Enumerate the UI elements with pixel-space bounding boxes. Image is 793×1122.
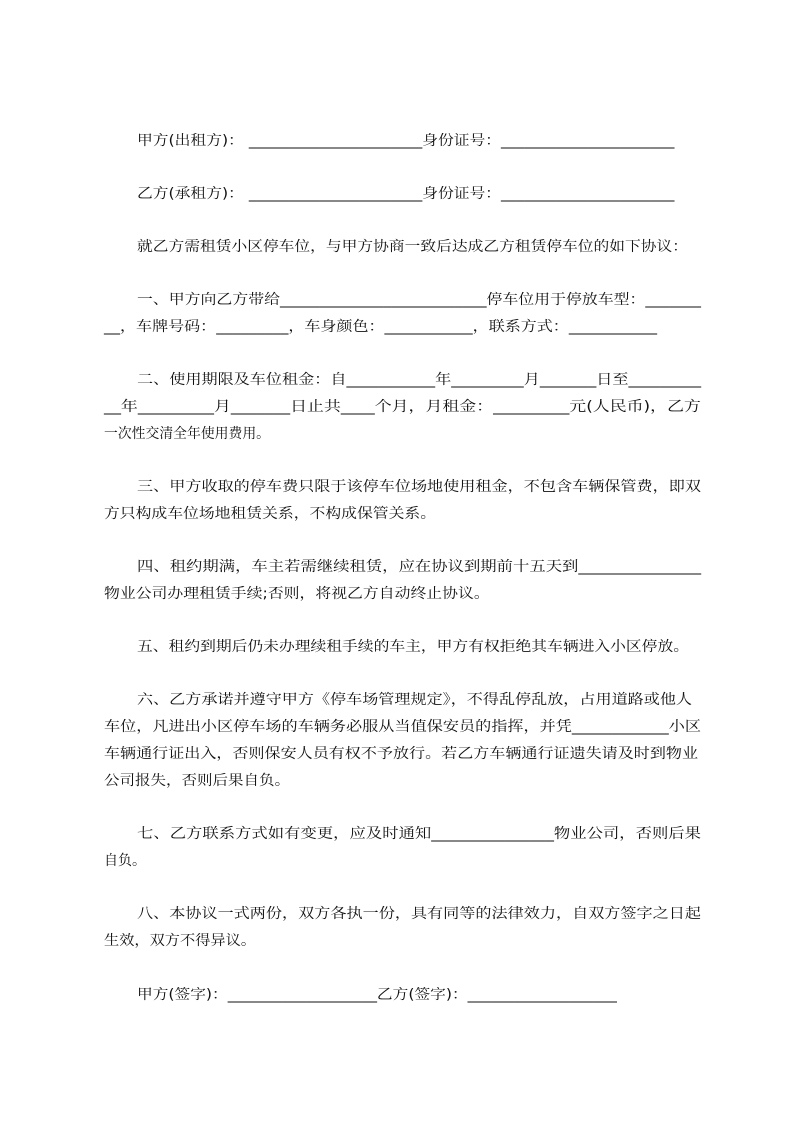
clause-7-line-1: 七、乙方联系方式如有变更，应及时通知_______________物业公司，否则后果 [137,826,701,842]
clause-3-line-2: 方只构成车位场地租赁关系，不构成保管关系。 [104,506,436,522]
clause-6-line-3: 车辆通行证出入，否则保安人员有权不予放行。若乙方车辆通行证遗失请及时到物业 [104,746,698,762]
clause-1-line-1: 一、甲方向乙方带给__________________________停车位用于停放车型：_______ [137,292,701,308]
lessee-line: 乙方(承租方)： ______________________身份证号：______________________ [137,186,675,202]
clause-6-line-1: 六、乙方承诺并遵守甲方《停车场管理规定》，不得乱停乱放，占用道路或他人 [137,692,692,708]
clause-2-line-3: 一次性交清全年使用费用。 [104,426,270,442]
lessor-line: 甲方(出租方)： ______________________身份证号：______________________ [137,133,675,149]
clause-6-line-4: 公司报失，否则后果自负。 [104,773,290,789]
intro-line: 就乙方需租赁小区停车位，与甲方协商一致后达成乙方租赁停车位的如下协议： [137,239,688,255]
clause-6-line-2: 车位，凡进出小区停车场的车辆务必服从当值保安员的指挥，并凭____________小区 [104,719,701,735]
clause-5-line-1: 五、租约到期后仍未办理续租手续的车主，甲方有权拒绝其车辆进入小区停放。 [137,639,689,655]
clause-8-line-2: 生效，双方不得异议。 [104,933,256,949]
clause-3-line-1: 三、甲方收取的停车费只限于该停车位场地使用租金，不包含车辆保管费，即双 [137,479,701,495]
clause-4-line-2: 物业公司办理租赁手续;否则，将视乙方自动终止协议。 [104,586,490,602]
signature-line: 甲方(签字)：___________________乙方(签字)：___________________ [137,987,617,1003]
clause-7-line-2: 自负。 [104,853,146,869]
clause-2-line-1: 二、使用期限及车位租金：自___________年_________月_______日至_________ [137,372,701,388]
clause-4-line-1: 四、租约期满，车主若需继续租赁，应在协议到期前十五天到_______________ [137,559,701,575]
clause-8-line-1: 八、本协议一式两份，双方各执一份，具有同等的法律效力，自双方签字之日起 [137,906,701,922]
clause-2-line-2: __年_________月_______日止共____个月，月租金：_________元(人民币)，乙方 [104,399,701,415]
clause-1-line-2: __，车牌号码：_________，车身颜色：___________，联系方式：___________ [104,319,657,335]
